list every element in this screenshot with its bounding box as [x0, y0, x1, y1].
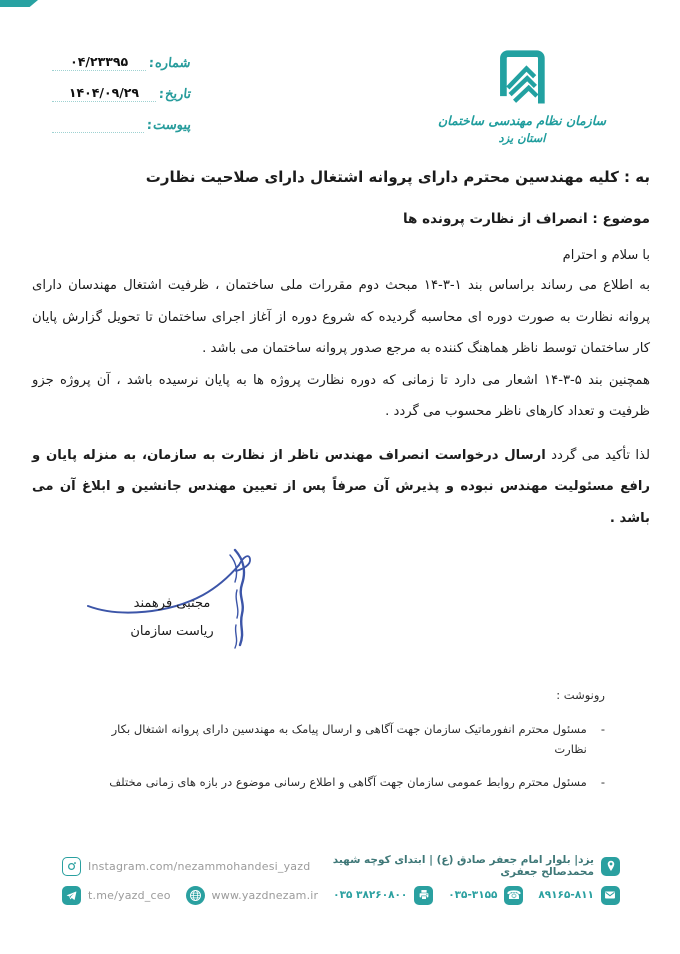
address-block [310, 854, 620, 878]
instagram-handle: Instagram.com/nezammohandesi_yazd [88, 859, 311, 873]
website-link[interactable] [186, 886, 319, 905]
letter-body [32, 168, 650, 534]
recipient-line: به : کلیه مهندسین محترم دارای پروانه اشتغال دارای صلاحیت نظارت [145, 168, 650, 186]
org-logo [412, 44, 632, 145]
attachment-field [52, 112, 190, 133]
signatory-name: مجتبی فرهمند [133, 596, 211, 611]
fax-block [333, 886, 433, 905]
cc-item-1 [95, 719, 605, 759]
signatory-title: ریاست سازمان [130, 624, 214, 639]
number-value: ۰۴/۲۳۳۹۵ [52, 54, 146, 71]
letter-meta-fields [52, 50, 190, 143]
attachment-label: پیوست: [145, 118, 192, 133]
paragraph-3 [32, 440, 650, 535]
telegram-link[interactable] [62, 886, 171, 905]
paragraph-3-emphasis: ارسال درخواست انصراف مهندس ناظر از نظارت به سازمان، به منزله پایان و رافع مسئولیت مهندس نبوده و پذیرش آن صرفاً پس از تعیین مهندس جانشین و ابلاغ آن می باشد . [32, 447, 650, 526]
paragraph-2: همچنین بند ‪۱۴-۳-۵‬ اشعار می دارد تا زمانی که دوره نظارت پروژه ها به پایان نرسیده باشد ، آن پروژه جزو ظرفیت و تعداد کارهای ناظر محسوب می گردد . [32, 372, 650, 419]
paragraph-3-lead: لذا تأکید می گردد [545, 447, 650, 463]
phone-number: ‪۰۳۵-۳۱۵۵‬ [448, 889, 498, 901]
signatory [116, 590, 228, 646]
location-pin-icon [601, 857, 620, 876]
phone-icon: ☎ [504, 886, 523, 905]
instagram-link[interactable] [62, 857, 310, 876]
date-field [52, 81, 190, 102]
cc-heading: رونوشت : [556, 688, 605, 702]
cc-section [95, 688, 605, 805]
cc-dash: - [600, 722, 605, 736]
date-value: ۱۴۰۴/۰۹/۲۹ [52, 85, 156, 102]
phone-block [448, 886, 523, 905]
date-label: تاریخ: [157, 87, 192, 102]
address-text: یزد| بلوار امام جعفر صادق (ع) | ابتدای کوچه شهید محمدصالح جعفری [332, 854, 594, 878]
cc-item-2-text: مسئول محترم روابط عمومی سازمان جهت آگاهی و اطلاع رسانی موضوع در بازه های زمانی مختلف [109, 775, 587, 789]
number-label: شماره: [148, 56, 192, 71]
telegram-handle: t.me/yazd_ceo [88, 888, 171, 902]
fax-number: ‪۰۳۵ ۳۸۲۶۰۸۰۰‬ [333, 889, 408, 901]
postal-block [538, 886, 620, 905]
house-roof-emblem-icon [484, 44, 560, 108]
globe-icon [186, 886, 205, 905]
page-corner-fold [0, 0, 38, 7]
fax-icon [414, 886, 433, 905]
telegram-icon [62, 886, 81, 905]
instagram-icon [62, 857, 81, 876]
footer-contact [62, 854, 620, 912]
footer-row-1 [62, 854, 620, 878]
cc-item-1-text: مسئول محترم انفورماتیک سازمان جهت آگاهی و ارسال پیامک به مهندسین دارای پروانه اشتغال بکار نظارت [111, 722, 587, 756]
mail-icon [601, 886, 620, 905]
org-name: سازمان نظام مهندسی ساختمان [437, 113, 607, 128]
postal-code: ‪۸۹۱۶۵-۸۱۱‬ [538, 889, 594, 901]
cc-item-2 [95, 772, 605, 792]
attachment-value [52, 131, 144, 133]
cc-dash: - [600, 775, 605, 789]
subject-line: موضوع : انصراف از نظارت پرونده ها [402, 211, 650, 227]
paragraph-1: به اطلاع می رساند براساس بند ‪۱۴-۳-۱‬ مبحث دوم مقررات ملی ساختمان ، ظرفیت اشتغال مهندسان دارای پروانه نظارت به صورت دوره ای محاسبه گردیده که شروع دوره از آغاز اجرای ساختمان تا تحویل گزارش پایان کار ساختمان توسط ناظر هماهنگ کننده به مرجع صدور پروانه ساختمان می باشد . [32, 278, 650, 356]
number-field [52, 50, 190, 71]
org-province: استان یزد [498, 131, 546, 145]
salutation: با سلام و احترام [562, 248, 650, 263]
website-url: www.yazdnezam.ir [211, 888, 319, 902]
footer-row-2 [62, 883, 620, 907]
